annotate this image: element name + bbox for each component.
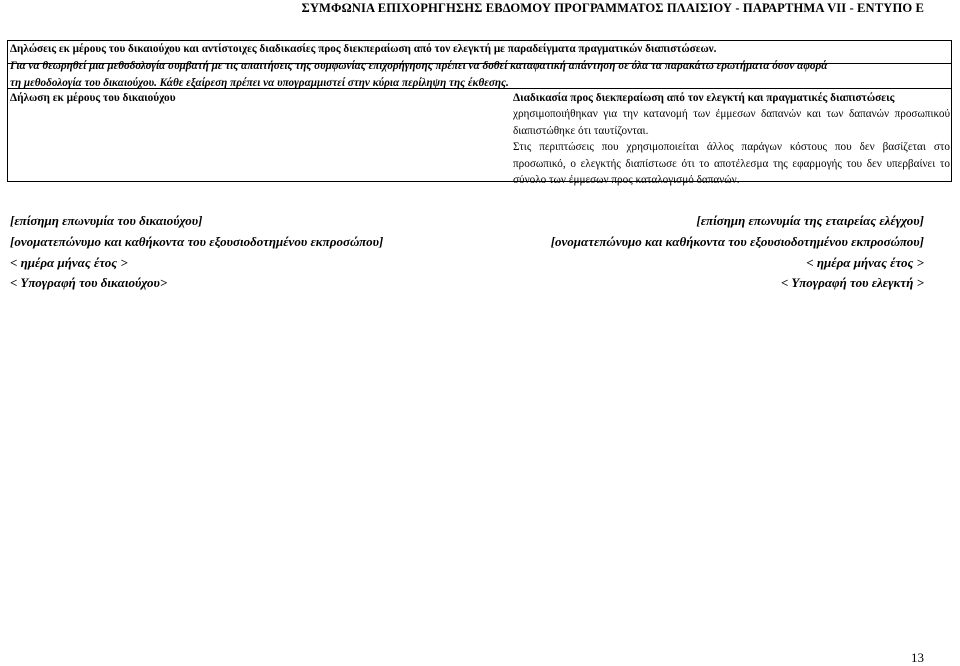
auditor-signature: < Υπογραφή του ελεγκτή > xyxy=(780,275,924,291)
beneficiary-legal-name: [επίσημη επωνυμία του δικαιούχου] xyxy=(10,213,203,228)
intro-block xyxy=(10,41,950,92)
findings-paragraph: Στις περιπτώσεις που χρησιμοποιείται άλλος παράγων κόστους που δεν βασίζεται στο προσωπικό, ο ελεγκτής διαπίστωσε ότι το αποτέλεσμα της εφαρμογής του δεν υπερβαίνει το σύνολο των έμμεσων προς καταλογισμό δαπανών. xyxy=(513,141,950,186)
auditor-signature-block xyxy=(551,211,924,294)
beneficiary-representative: [ονοματεπώνυμο και καθήκοντα του εξουσιοδοτημένου εκπροσώπου] xyxy=(10,233,384,249)
intro-heading: Δηλώσεις εκ μέρους του δικαιούχου και αντίστοιχες διαδικασίες προς διεκπεραίωση από τον ελεγκτή με παραδείγματα πραγματικών διαπιστώσεων. xyxy=(10,43,717,55)
findings-paragraph: χρησιμοποιήθηκαν για την κατανομή των έμμεσων δαπανών και των δαπανών προσωπικού διαπιστώθηκε ότι ταυτίζονται. xyxy=(513,108,950,137)
intro-note-line: τη μεθοδολογία του δικαιούχου. Κάθε εξαίρεση πρέπει να υπογραμμιστεί στην κύρια περίληψη της έκθεσης. xyxy=(10,77,509,89)
document-header-title: ΣΥΜΦΩΝΙΑ ΕΠΙΧΟΡΗΓΗΣΗΣ ΕΒΔΟΜΟΥ ΠΡΟΓΡΑΜΜΑΤΟΣ ΠΛΑΙΣΙΟΥ - ΠΑΡΑΡΤΗΜΑ VII - ΕΝΤΥΠΟ Ε xyxy=(301,1,924,15)
audit-firm-legal-name: [επίσημη επωνυμία της εταιρείας ελέγχου] xyxy=(696,213,924,228)
auditor-findings-text xyxy=(513,106,950,189)
intro-note-line: Για να θεωρηθεί μια μεθοδολογία συμβατή με τις απαιτήσεις της συμφωνίας επιχορήγησης πρέπει να δοθεί καταφατική απάντηση σε όλα τα παρακάτω ερωτήματα όσον αφορά xyxy=(10,60,828,72)
auditor-procedure-header: Διαδικασία προς διεκπεραίωση από τον ελεγκτή και πραγματικές διαπιστώσεις xyxy=(513,92,895,104)
page-number: 13 xyxy=(911,650,924,665)
beneficiary-signature-block xyxy=(10,211,383,294)
beneficiary-signature: < Υπογραφή του δικαιούχου> xyxy=(10,275,168,291)
beneficiary-declaration-header: Δήλωση εκ μέρους του δικαιούχου xyxy=(10,92,176,104)
beneficiary-date: < ημέρα μήνας έτος > xyxy=(10,254,128,270)
auditor-date: < ημέρα μήνας έτος > xyxy=(806,254,924,270)
auditor-representative: [ονοματεπώνυμο και καθήκοντα του εξουσιοδοτημένου εκπροσώπου] xyxy=(550,233,924,249)
